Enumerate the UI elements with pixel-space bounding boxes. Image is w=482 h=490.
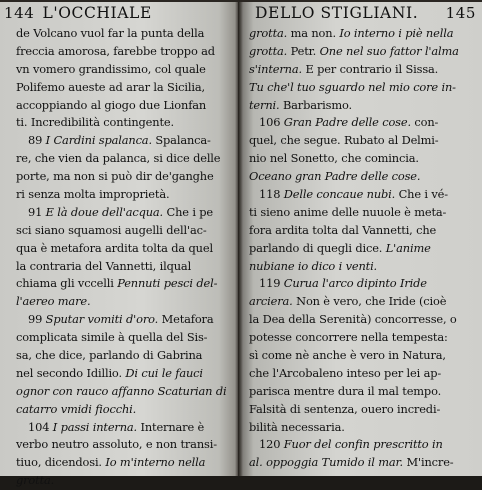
roman-text: accoppiando al giogo due Lionfan — [16, 97, 207, 112]
text-line — [16, 186, 234, 204]
text-line — [16, 79, 234, 97]
text-line — [16, 329, 234, 347]
roman-text: qua è metafora ardita tolta da quel — [16, 240, 213, 255]
left-running-title: L'OCCHIALE — [42, 4, 152, 22]
roman-text: la contraria del Vannetti, ilqual — [16, 258, 192, 273]
roman-text: che l'Arcobaleno inteso per lei ap- — [249, 365, 442, 380]
roman-text: nio nel Sonetto, che comincia. — [249, 151, 419, 166]
text-line — [16, 97, 234, 115]
roman-text: parlando di quegli dice. — [249, 240, 386, 255]
text-line — [249, 132, 476, 150]
text-line — [249, 61, 476, 79]
roman-text: de Volcano vuol far la punta della — [16, 26, 205, 40]
text-line — [249, 419, 476, 437]
italic-text: terni. — [249, 97, 280, 112]
roman-text: con- — [410, 115, 439, 130]
text-line — [249, 365, 476, 383]
text-line — [249, 329, 476, 347]
text-line — [249, 43, 476, 61]
text-line — [16, 43, 234, 61]
roman-text: Che i pe — [163, 204, 214, 219]
italic-text: s'interna. — [249, 61, 302, 76]
italic-text: Di cui le fauci — [125, 365, 203, 380]
text-line — [249, 454, 476, 472]
text-line — [16, 347, 234, 365]
roman-text: ri senza molta improprietà. — [16, 187, 170, 202]
italic-text: L'anime — [385, 240, 431, 255]
italic-text: One nel suo fattor l'alma — [319, 43, 459, 58]
text-line — [249, 186, 476, 204]
roman-text: 91 — [28, 204, 46, 219]
text-line — [16, 454, 234, 472]
roman-text: complicata simile à quella del Sis- — [16, 330, 208, 345]
roman-text: Polifemo aueste ad arar la Sicilia, — [16, 79, 206, 94]
italic-text: arciera. — [249, 294, 293, 309]
italic-text: E là doue dell'acqua. — [45, 204, 164, 219]
roman-text: Falsità di sentenza, ouero incredi- — [249, 401, 441, 416]
italic-text: grotta. — [16, 473, 55, 488]
roman-text: Non è vero, che Iride (cioè — [292, 294, 447, 309]
italic-text: Tu che'l tuo sguardo nel mio core in- — [249, 79, 456, 94]
roman-text: Internare è — [137, 419, 205, 434]
roman-text: 118 — [259, 187, 284, 202]
italic-text: Pennuti pesci del- — [117, 276, 218, 291]
roman-text: freccia amorosa, farebbe troppo ad — [16, 43, 215, 58]
italic-text: catarro vmidi fiocchi. — [16, 401, 137, 416]
roman-text: E per contrario il Sissa. — [301, 61, 439, 76]
text-line — [16, 114, 234, 132]
roman-text: nel secondo Idillio. — [16, 365, 126, 380]
left-running-head — [4, 4, 234, 24]
text-line — [16, 383, 234, 401]
roman-text: 106 — [259, 115, 284, 130]
italic-text: I passi interna. — [52, 419, 138, 434]
roman-text: sì come nè anche è vero in Natura, — [249, 348, 446, 363]
roman-text: fora ardita tolta dal Vannetti, che — [249, 222, 437, 237]
roman-text: Spalanca- — [151, 133, 211, 148]
text-line — [16, 240, 234, 258]
italic-text: grotta. — [249, 43, 288, 58]
text-line — [16, 25, 234, 43]
text-line — [249, 258, 476, 276]
text-line — [249, 114, 476, 132]
text-line — [249, 168, 476, 186]
italic-text: Sputar vomiti d'oro. — [45, 312, 159, 327]
roman-text: 104 — [28, 419, 53, 434]
book-gutter — [235, 0, 243, 476]
italic-text: l'aereo mare. — [16, 294, 91, 309]
roman-text: vn vomero grandissimo, col quale — [16, 61, 206, 76]
text-line — [16, 365, 234, 383]
text-line — [16, 204, 234, 222]
italic-text: Gran Padre delle cose. — [283, 115, 411, 130]
text-line — [249, 79, 476, 97]
text-line — [16, 436, 234, 454]
roman-text: la Dea della Serenità) concorresse, o — [249, 312, 457, 327]
text-line — [16, 401, 234, 419]
text-line — [249, 222, 476, 240]
italic-text: Delle concaue nubi. — [283, 187, 396, 202]
roman-text: M'incre- — [403, 455, 454, 470]
text-line — [16, 419, 234, 437]
roman-text: 120 — [259, 437, 284, 452]
left-page — [0, 2, 238, 488]
text-line — [249, 383, 476, 401]
right-page — [239, 2, 482, 476]
italic-text: Io m'interno nella — [105, 455, 206, 470]
text-line — [249, 204, 476, 222]
text-line — [249, 347, 476, 365]
text-line — [16, 150, 234, 168]
roman-text: Metafora — [158, 312, 214, 327]
text-line — [16, 275, 234, 293]
roman-text: 99 — [28, 312, 46, 327]
left-page-number: 144 — [4, 4, 35, 22]
right-page-text — [249, 25, 476, 472]
roman-text: potesse concorrere nella tempesta: — [249, 330, 448, 345]
text-line — [249, 436, 476, 454]
roman-text: porte, ma non si può dir de'ganghe — [16, 169, 214, 184]
text-line — [16, 293, 234, 311]
italic-text: I Cardini spalanca. — [45, 133, 152, 148]
text-line — [16, 472, 234, 490]
roman-text: ti sieno anime delle nuuole è meta- — [249, 204, 447, 219]
left-page-text — [16, 25, 234, 490]
italic-text: Fuor del confin prescritto in — [283, 437, 443, 452]
text-line — [16, 222, 234, 240]
roman-text: Che i vé- — [395, 187, 448, 202]
text-line — [249, 240, 476, 258]
text-line — [16, 311, 234, 329]
italic-text: grotta. — [249, 26, 288, 40]
text-line — [249, 311, 476, 329]
text-line — [249, 401, 476, 419]
text-line — [249, 25, 476, 43]
roman-text: Petr. — [287, 43, 320, 58]
roman-text: chiama gli vccelli — [16, 276, 118, 291]
roman-text: sa, che dice, parlando di Gabrina — [16, 348, 203, 363]
right-running-title: DELLO STIGLIANI. — [255, 4, 419, 22]
italic-text: al. oppoggia Tumido il mar. — [249, 455, 404, 470]
right-page-number: 145 — [445, 4, 476, 22]
text-line — [16, 168, 234, 186]
italic-text: Io interno i piè nella — [339, 26, 454, 40]
roman-text: ti. Incredibilità contingente. — [16, 115, 174, 130]
roman-text: Barbarismo. — [279, 97, 352, 112]
text-line — [249, 293, 476, 311]
text-line — [249, 275, 476, 293]
roman-text: verbo neutro assoluto, e non transi- — [16, 437, 217, 452]
roman-text: 119 — [259, 276, 284, 291]
roman-text: tiuo, dicendosi. — [16, 455, 106, 470]
text-line — [16, 61, 234, 79]
italic-text: Curua l'arco dipinto Iride — [283, 276, 427, 291]
right-running-head — [249, 4, 476, 24]
roman-text: sci siano squamosi augelli dell'ac- — [16, 222, 207, 237]
roman-text: bilità necessaria. — [249, 419, 345, 434]
roman-text: ma non. — [287, 26, 340, 40]
roman-text: re, che vien da palanca, si dice delle — [16, 151, 221, 166]
text-line — [249, 150, 476, 168]
roman-text: quel, che segue. Rubato al Delmi- — [249, 133, 439, 148]
text-line — [16, 258, 234, 276]
roman-text: parisca mentre dura il mal tempo. — [249, 383, 442, 398]
italic-text: Oceano gran Padre delle cose. — [249, 169, 421, 184]
text-line — [249, 97, 476, 115]
text-line — [16, 132, 234, 150]
roman-text: 89 — [28, 133, 46, 148]
italic-text: ognor con rauco affanno Scaturian di — [16, 383, 227, 398]
italic-text: nubiane io dico i venti. — [249, 258, 378, 273]
